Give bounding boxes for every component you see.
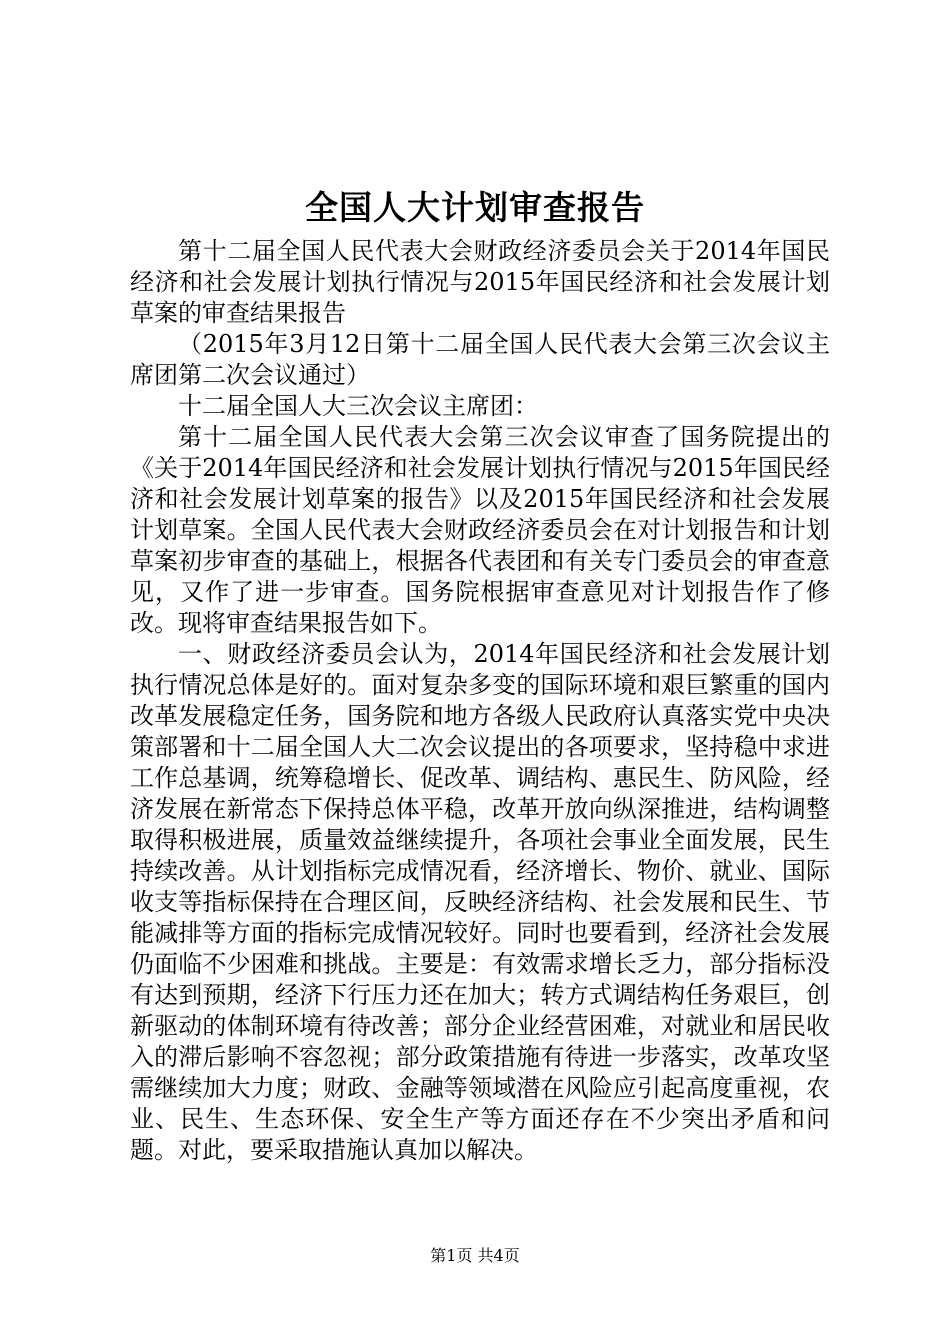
report-heading-paragraph: 第十二届全国人民代表大会财政经济委员会关于2014年国民经济和社会发展计划执行情况与2015年国民经济和社会发展计划草案的审查结果报告	[130, 237, 830, 327]
intro-paragraph: 第十二届全国人民代表大会第三次会议审查了国务院提出的《关于2014年国民经济和社会发展计划执行情况与2015年国民经济和社会发展计划草案的报告》以及2015年国民经济和社会发展计划草案。全国人民代表大会财政经济委员会在对计划报告和计划草案初步审查的基础上，根据各代表团和有关专门委员会的审查意见，又作了进一步审查。国务院根据审查意见对计划报告作了修改。现将审查结果报告如下。	[130, 423, 830, 637]
document-body	[130, 236, 830, 1166]
page-number-footer: 第1页 共4页	[430, 1246, 520, 1265]
section-one-paragraph: 一、财政经济委员会认为，2014年国民经济和社会发展计划执行情况总体是好的。面对复杂多变的国际环境和艰巨繁重的国内改革发展稳定任务，国务院和地方各级人民政府认真落实党中央决策部署和十二届全国人大二次会议提出的各项要求，坚持稳中求进工作总基调，统筹稳增长、促改革、调结构、惠民生、防风险，经济发展在新常态下保持总体平稳，改革开放向纵深推进，结构调整取得积极进展，质量效益继续提升，各项社会事业全面发展，民生持续改善。从计划指标完成情况看，经济增长、物价、就业、国际收支等指标保持在合理区间，反映经济结构、社会发展和民生、节能减排等方面的指标完成情况较好。同时也要看到，经济社会发展仍面临不少困难和挑战。主要是：有效需求增长乏力，部分指标没有达到预期，经济下行压力还在加大；转方式调结构任务艰巨，创新驱动的体制环境有待改善；部分企业经营困难，对就业和居民收入的滞后影响不容忽视；部分政策措施有待进一步落实，改革攻坚需继续加大力度；财政、金融等领域潜在风险应引起高度重视，农业、民生、生态环保、安全生产等方面还存在不少突出矛盾和问题。对此，要采取措施认真加以解决。	[130, 640, 830, 1164]
document-title: 全国人大计划审查报告	[305, 188, 645, 227]
salutation-paragraph: 十二届全国人大三次会议主席团：	[178, 392, 538, 420]
adoption-note-paragraph: （2015年3月12日第十二届全国人民代表大会第三次会议主席团第二次会议通过）	[130, 330, 830, 389]
